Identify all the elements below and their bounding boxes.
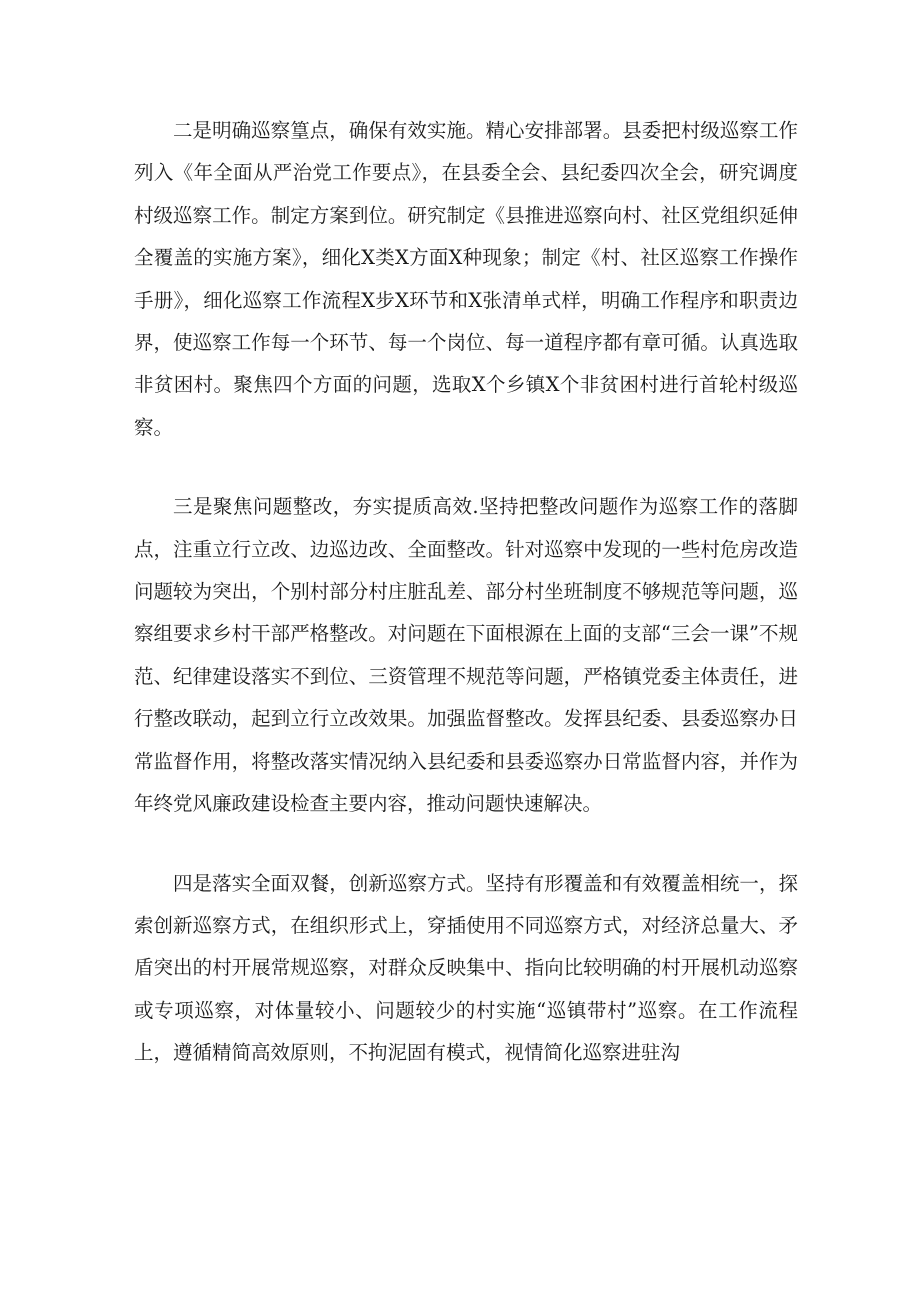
paragraph-2-clarify-focus: 二是明确巡察篁点，确保有效实施。精心安排部署。县委把村级巡察工作列入《年全面从严治党工作要点》，在县委全会、县纪委四次全会，研究调度村级巡察工作。制定方案到位。研究制定《县推进巡察向村、社区党组织延伸全覆盖的实施方案》，细化X类X方面X种现象；制定《村、社区巡察工作操作手册》，细化巡察工作流程X步X环节和X张清单式样，明确工作程序和职责边界，使巡察工作每一个环节、每一个岗位、每一道程序都有章可循。认真选取非贫困村。聚焦四个方面的问题，选取X个乡镇X个非贫困村进行首轮村级巡察。 — [134, 119, 798, 439]
paragraph-3-rectification: 三是聚焦问题整改，夯实提质高效.坚持把整改问题作为巡察工作的落脚点，注重立行立改、边巡边改、全面整改。针对巡察中发现的一些村危房改造问题较为突出，个别村部分村庄脏乱差、部分村坐班制度不够规范等问题，巡察组要求乡村干部严格整改。对问题在下面根源在上面的支部“三会一课”不规范、纪律建设落实不到位、三资管理不规范等问题，严格镇党委主体责任，进行整改联动，起到立行立改效果。加强监督整改。发挥县纪委、县委巡察办日常监督作用，将整改落实情况纳入县纪委和县委巡察办日常监督内容，并作为年终党风廉政建设检查主要内容，推动问题快速解决。 — [134, 495, 798, 816]
document-body — [134, 110, 798, 1075]
paragraph-4-inspection-methods: 四是落实全面双餐，创新巡察方式。坚持有形覆盖和有效覆盖相统一，探索创新巡察方式，在组织形式上，穿插使用不同巡察方式，对经济总量大、矛盾突出的村开展常规巡察，对群众反映集中、指向比较明确的村开展机动巡察或专项巡察，对体量较小、问题较少的村实施“巡镇带村”巡察。在工作流程上，遵循精简高效原则，不拘泥固有模式，视情简化巡察进驻沟 — [134, 871, 798, 1065]
